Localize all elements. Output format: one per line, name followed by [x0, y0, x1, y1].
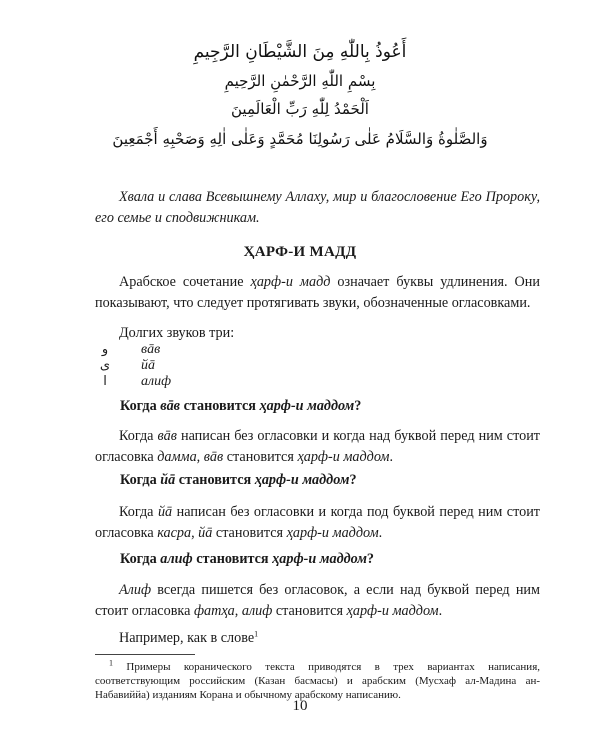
answer-ya: Когда йā написан без огласовки и когда под буквой перед ним стоит огласовка касра, йā становится ҳарф-и маддом. [95, 504, 540, 541]
question-waw: Когда вāв становится ҳарф-и маддом? [120, 398, 362, 414]
page-number: 10 [292, 698, 308, 714]
question-ya: Когда йā становится ҳарф-и маддом? [120, 472, 357, 488]
section-heading: ҲАРФ-И МАДД [243, 244, 357, 260]
footnote: $^1$ Примеры коранического текста приводятся в трех вариантах написания, соответствующим российским (Казан басмасы) и арабским (Мусхаф ал-Мадина ан-Набавиййа) изданиям Корана и обычному арабскому написанию. [95, 658, 540, 701]
arabic-basmala: بِسْمِ اللّٰهِ الرَّحْمٰنِ الرَّحِيمِ [224, 72, 376, 90]
letter-item [95, 342, 295, 358]
long-sounds-intro: Долгих звуков три: [119, 325, 235, 341]
answer-alif: Алиф всегда пишется без огласовок, а если над буквой перед ним стоит огласовка фатҳа, алиф становится ҳарф-и маддом. [95, 582, 540, 619]
footnote-mark: 1 [109, 658, 113, 668]
letters-list [95, 342, 295, 390]
letter-name: алиф [141, 374, 172, 389]
question-alif: Когда алиф становится ҳарф-и маддом? [120, 551, 375, 567]
example-paragraph: Например, как в слове$^1$ [119, 629, 259, 646]
letter-name: йā [141, 358, 155, 373]
letter-glyph: ى [99, 358, 111, 373]
letter-name: вāв [141, 342, 161, 357]
intro-paragraph: Хвала и слава Всевышнему Аллаху, мир и благословение Его Пророку, его семье и сподвижникам. [95, 189, 540, 226]
letter-glyph: ا [103, 374, 107, 389]
arabic-salawat: وَالصَّلٰوةُ وَالسَّلَامُ عَلٰى رَسُولِنَا مُحَمَّدٍ وَعَلٰى اٰلِهِ وَصَحْبِهِ أَجْمَعِينَ [112, 130, 488, 148]
letter-item [95, 374, 295, 390]
definition-paragraph: Арабское сочетание ҳарф-и мадд означает буквы удлинения. Они показывают, что следует протягивать звуки, обозначенные огласовками. [95, 274, 540, 311]
answer-waw: Когда вāв написан без огласовки и когда над буквой перед ним стоит огласовка дамма, вāв становится ҳарф-и маддом. [95, 428, 540, 465]
footnote-ref: 1 [254, 629, 259, 639]
letter-item [95, 358, 295, 374]
letter-glyph: و [101, 342, 109, 357]
arabic-taawwuz: أَعُوذُ بِاللّٰهِ مِنَ الشَّيْطَانِ الرَّجِيمِ [193, 42, 407, 62]
footnote-divider [95, 654, 195, 655]
arabic-hamdala: اَلْحَمْدُ لِلّٰهِ رَبِّ الْعَالَمِينَ [231, 100, 369, 118]
